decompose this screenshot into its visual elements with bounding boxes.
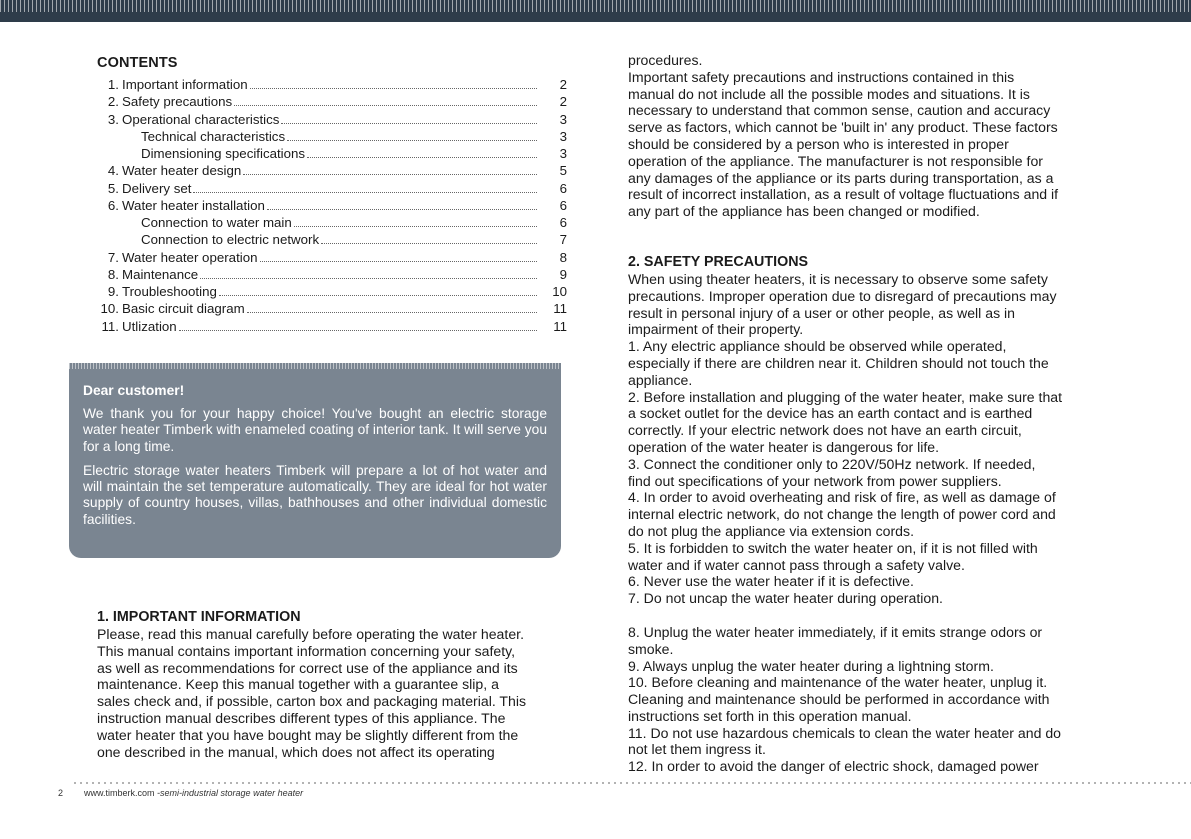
toc-item <box>97 215 567 232</box>
toc-item-label: Delivery set <box>122 180 192 196</box>
text-line: maintenance. Keep this manual together with a guarantee slip, a <box>97 676 499 693</box>
toc-item <box>97 94 567 111</box>
toc-dot-leader <box>287 139 537 141</box>
toc-item-page: 11 <box>553 318 567 334</box>
text-line: 10. Before cleaning and maintenance of the water heater, unplug it. <box>628 674 1048 691</box>
safety-precautions-title: 2. SAFETY PRECAUTIONS <box>628 253 809 270</box>
text-line: instruction manual describes different types of this appliance. The <box>97 709 506 726</box>
text-line: result in personal injury of a user or other people, as well as in <box>628 304 1016 321</box>
text-line: procedures. <box>628 52 703 68</box>
table-of-contents <box>97 55 567 336</box>
text-line: 8. Unplug the water heater immediately, if it emits strange odors or <box>628 623 1043 640</box>
toc-item-label: Maintenance <box>122 266 199 282</box>
toc-dot-leader <box>243 173 537 175</box>
toc-item-page: 3 <box>559 146 567 161</box>
toc-item <box>97 77 567 94</box>
toc-dot-leader <box>260 260 537 262</box>
toc-item-page: 8 <box>559 249 567 265</box>
toc-item-label: Water heater operation <box>122 249 258 265</box>
toc-item-page: 3 <box>559 128 567 144</box>
toc-dot-leader <box>234 104 537 106</box>
text-line: result of incorrect installation, as a result of voltage fluctuations and if <box>628 186 1059 203</box>
toc-item-page: 7 <box>559 232 567 248</box>
text-line: 4. In order to avoid overheating and risk of fire, as well as damage of <box>628 489 1056 506</box>
text-line: 7. Do not uncap the water heater during operation. <box>628 590 943 607</box>
toc-item-label: Troubleshooting <box>122 284 217 299</box>
text-line: operation of the water heater is dangerous for life. <box>628 438 940 455</box>
toc-item-page: 2 <box>559 77 567 92</box>
text-line: correctly. If your electric network does not have an earth circuit, <box>628 422 1022 439</box>
toc-dot-leader <box>219 294 537 296</box>
toc-item-label: Safety precautions <box>122 94 233 110</box>
spacer <box>628 607 1098 624</box>
text-line: one described in the manual, which does not affect its operating <box>97 743 495 760</box>
toc-item <box>97 319 567 336</box>
important-information-body <box>97 626 557 760</box>
procedures-text <box>628 52 1098 220</box>
toc-item-label: Water heater design <box>122 163 242 179</box>
text-line: 5. It is forbidden to switch the water heater on, if it is not filled with <box>628 539 1038 556</box>
toc-item <box>97 284 567 301</box>
toc-item-label: Utlization <box>122 318 177 334</box>
text-line: a socket outlet for the device has an earth contact and is earthed <box>628 405 1033 422</box>
text-line: sales check and, if possible, carton box and packaging material. This <box>97 693 527 710</box>
text-line: 12. In order to avoid the danger of electric shock, damaged power <box>628 758 1039 775</box>
text-line: impairment of their property. <box>628 321 804 338</box>
text-line: water and if water cannot pass through a safety valve. <box>628 556 965 573</box>
toc-dot-leader <box>179 329 537 331</box>
toc-item <box>97 232 567 249</box>
right-column <box>628 52 1098 775</box>
toc-item-page: 6 <box>559 180 567 196</box>
toc-item-page: 10 <box>552 284 567 299</box>
text-line: do not plug the appliance via extension cords. <box>628 522 914 539</box>
contents-title: CONTENTS <box>97 55 178 71</box>
dear-customer-box <box>69 363 561 558</box>
toc-dot-leader <box>200 277 537 279</box>
toc-dot-leader <box>294 225 537 227</box>
text-line: Important safety precautions and instructions contained in this <box>628 68 1015 85</box>
text-line: smoke. <box>628 640 674 657</box>
toc-item-page: 6 <box>559 215 567 230</box>
text-line: appliance. <box>628 371 693 388</box>
toc-item-number: 6. <box>107 197 119 213</box>
customer-paragraph-1: We thank you for your happy choice! You've bought an electric storage water heater Timberk with enameled coating of interior tank. It will serve you for a long time. <box>83 406 547 454</box>
important-information-section <box>97 609 557 760</box>
customer-title: Dear customer! <box>83 383 185 398</box>
safety-precautions-body <box>628 271 1098 607</box>
text-line: 1. Any electric appliance should be observed while operated, <box>628 338 1007 355</box>
toc-item-number: 10. <box>100 301 119 317</box>
toc-dot-leader <box>267 208 537 210</box>
toc-item <box>97 129 567 146</box>
toc-item-number: 8. <box>107 266 119 282</box>
toc-list <box>97 77 567 336</box>
text-line: 6. Never use the water heater if it is defective. <box>628 573 914 590</box>
toc-dot-leader <box>247 311 537 313</box>
toc-item-page: 9 <box>559 266 567 282</box>
text-line: 11. Do not use hazardous chemicals to clean the water heater and do <box>628 724 1061 741</box>
top-bar-base <box>0 12 1191 22</box>
toc-item-label: Connection to water main <box>141 215 292 230</box>
text-line: should be considered by a person who is interested in proper <box>628 135 1009 152</box>
text-line: instructions set forth in this operation manual. <box>628 707 912 724</box>
text-line: any part of the appliance has been changed or modified. <box>628 203 980 220</box>
text-line: Please, read this manual carefully before operating the water heater. <box>97 626 524 642</box>
toc-dot-leader <box>281 122 537 124</box>
toc-item-page: 2 <box>559 94 567 110</box>
toc-item-page: 6 <box>559 197 567 213</box>
text-line: 3. Connect the conditioner only to 220V/50Hz network. If needed, <box>628 455 1036 472</box>
toc-dot-leader <box>307 156 537 158</box>
toc-item-label: Basic circuit diagram <box>122 301 245 317</box>
toc-item-number: 3. <box>107 111 119 127</box>
toc-item <box>97 198 567 215</box>
text-line: as well as recommendations for correct use of the appliance and its <box>97 659 518 676</box>
toc-item-label: Technical characteristics <box>141 128 286 144</box>
toc-item <box>97 146 567 163</box>
text-line: When using theater heaters, it is necessary to observe some safety <box>628 270 1048 287</box>
toc-item-number: 2. <box>107 94 119 110</box>
toc-item-number: 5. <box>107 180 119 196</box>
footer-divider <box>72 782 1191 784</box>
footer-website: www.timberk.com <box>84 788 155 798</box>
toc-item-page: 11 <box>553 301 567 317</box>
toc-item <box>97 301 567 318</box>
toc-item-number: 1. <box>107 77 119 92</box>
text-line: necessary to understand that common sense, caution and accuracy <box>628 102 1051 119</box>
toc-dot-leader <box>321 242 537 244</box>
safety-precautions-body-continued <box>628 624 1098 775</box>
toc-item-number: 7. <box>107 249 119 265</box>
toc-item-page: 5 <box>559 163 567 179</box>
text-line: precautions. Improper operation due to disregard of precautions may <box>628 287 1057 304</box>
toc-item-label: Operational characteristics <box>122 111 280 127</box>
text-line: 2. Before installation and plugging of the water heater, make sure that <box>628 388 1063 405</box>
toc-dot-leader <box>193 191 537 193</box>
text-line: water heater that you have bought may be slightly different from the <box>97 726 519 743</box>
toc-item-number: 9. <box>107 284 119 299</box>
page-footer <box>58 788 303 798</box>
text-line: internal electric network, do not change the length of power cord and <box>628 506 1056 523</box>
page-number: 2 <box>58 788 64 798</box>
toc-item <box>97 163 567 180</box>
text-line: serve as factors, which cannot be 'built in' any product. These factors <box>628 119 1058 136</box>
toc-item-label: Connection to electric network <box>141 232 320 248</box>
toc-item-page: 3 <box>559 111 567 127</box>
toc-item-number: 4. <box>107 163 119 179</box>
toc-dot-leader <box>250 87 537 89</box>
text-line: find out specifications of your network from power suppliers. <box>628 472 1002 489</box>
text-line: manual do not include all the possible modes and situations. It is <box>628 85 1030 102</box>
text-line: not let them ingress it. <box>628 741 766 758</box>
toc-item <box>97 250 567 267</box>
footer-tagline: -semi-industrial storage water heater <box>157 788 304 798</box>
toc-item-label: Important information <box>122 77 248 92</box>
customer-paragraph-2: Electric storage water heaters Timberk will prepare a lot of hot water and will maintain the set temperature automatically. They are ideal for hot water supply of country houses, villas, bathhouses and other individual domestic facilities. <box>83 462 547 527</box>
toc-item <box>97 267 567 284</box>
spacer <box>628 220 1098 254</box>
text-line: any damages of the appliance or its parts during transportation, as a <box>628 169 1054 186</box>
important-information-title: 1. IMPORTANT INFORMATION <box>97 609 301 625</box>
toc-item-label: Water heater installation <box>122 197 265 213</box>
text-line: operation of the appliance. The manufacturer is not responsible for <box>628 152 1043 169</box>
toc-item <box>97 112 567 129</box>
toc-item-label: Dimensioning specifications <box>141 146 306 161</box>
toc-item <box>97 181 567 198</box>
text-line: 9. Always unplug the water heater during a lightning storm. <box>628 657 994 674</box>
toc-item-number: 11. <box>101 318 119 334</box>
text-line: Cleaning and maintenance should be performed in accordance with <box>628 691 1050 708</box>
text-line: This manual contains important information concerning your safety, <box>97 642 516 659</box>
text-line: especially if there are children near it. Children should not touch the <box>628 354 1049 371</box>
